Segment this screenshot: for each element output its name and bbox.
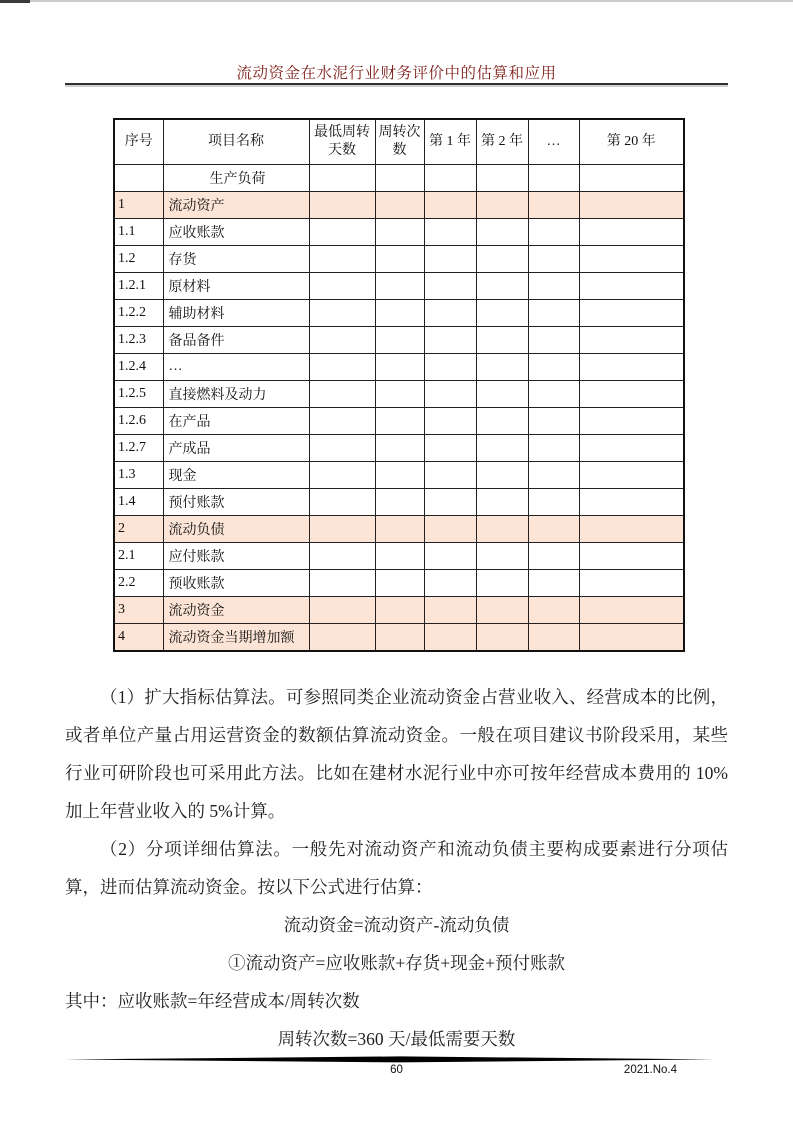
value-cell xyxy=(309,489,375,516)
row-number-cell: 1 xyxy=(114,192,163,219)
value-cell xyxy=(309,435,375,462)
value-cell xyxy=(528,246,579,273)
value-cell xyxy=(424,273,476,300)
row-number-cell: 3 xyxy=(114,597,163,624)
item-name-cell: … xyxy=(163,354,309,381)
value-cell xyxy=(579,597,684,624)
value-cell xyxy=(528,624,579,652)
item-name-cell: 生产负荷 xyxy=(163,165,309,192)
value-cell xyxy=(476,543,528,570)
value-cell xyxy=(476,597,528,624)
row-number-cell: 1.2.6 xyxy=(114,408,163,435)
column-header: 项目名称 xyxy=(163,119,309,165)
value-cell xyxy=(375,516,424,543)
value-cell xyxy=(528,570,579,597)
row-number-cell: 1.2.5 xyxy=(114,381,163,408)
table-row xyxy=(114,354,684,381)
table-row xyxy=(114,570,684,597)
value-cell xyxy=(375,327,424,354)
table-row xyxy=(114,489,684,516)
item-name-cell: 流动资金 xyxy=(163,597,309,624)
page-corner-artifact xyxy=(0,0,30,3)
formula-turnover-times: 周转次数=360 天/最低需要天数 xyxy=(277,1029,516,1049)
value-cell xyxy=(424,300,476,327)
value-cell xyxy=(375,354,424,381)
value-cell xyxy=(579,570,684,597)
value-cell xyxy=(309,408,375,435)
row-number-cell: 1.4 xyxy=(114,489,163,516)
value-cell xyxy=(309,273,375,300)
formula-working-capital: 流动资金=流动资产-流动负债 xyxy=(283,915,510,935)
value-cell xyxy=(528,165,579,192)
item-name-cell: 辅助材料 xyxy=(163,300,309,327)
value-cell xyxy=(375,246,424,273)
table-row xyxy=(114,516,684,543)
item-name-cell: 流动负债 xyxy=(163,516,309,543)
table-body xyxy=(114,165,684,652)
value-cell xyxy=(309,354,375,381)
value-cell xyxy=(528,219,579,246)
row-number-cell: 1.2.3 xyxy=(114,327,163,354)
value-cell xyxy=(424,516,476,543)
formula-accounts-receivable: 其中：应收账款=年经营成本/周转次数 xyxy=(65,991,360,1011)
value-cell xyxy=(579,462,684,489)
value-cell xyxy=(375,462,424,489)
value-cell xyxy=(424,246,476,273)
value-cell xyxy=(476,192,528,219)
footer-rule xyxy=(65,1056,715,1063)
value-cell xyxy=(528,435,579,462)
table-header xyxy=(114,119,684,165)
table-row xyxy=(114,543,684,570)
value-cell xyxy=(309,300,375,327)
value-cell xyxy=(309,516,375,543)
value-cell xyxy=(424,543,476,570)
row-number-cell: 1.3 xyxy=(114,462,163,489)
value-cell xyxy=(309,597,375,624)
value-cell xyxy=(424,408,476,435)
value-cell xyxy=(579,165,684,192)
row-number-cell: 2 xyxy=(114,516,163,543)
value-cell xyxy=(528,408,579,435)
running-head-title: 流动资金在水泥行业财务评价中的估算和应用 xyxy=(236,65,557,82)
issue-number: 2021.No.4 xyxy=(623,1064,677,1076)
value-cell xyxy=(424,624,476,652)
value-cell xyxy=(476,300,528,327)
value-cell xyxy=(579,624,684,652)
value-cell xyxy=(528,489,579,516)
value-cell xyxy=(476,435,528,462)
value-cell xyxy=(309,381,375,408)
value-cell xyxy=(528,192,579,219)
value-cell xyxy=(309,219,375,246)
table-row xyxy=(114,408,684,435)
table-row xyxy=(114,381,684,408)
column-header: 第 20 年 xyxy=(579,119,684,165)
value-cell xyxy=(424,192,476,219)
value-cell xyxy=(424,597,476,624)
column-header: 第 2 年 xyxy=(476,119,528,165)
item-name-cell: 直接燃料及动力 xyxy=(163,381,309,408)
value-cell xyxy=(375,192,424,219)
value-cell xyxy=(309,327,375,354)
table-row xyxy=(114,462,684,489)
item-name-cell: 预付账款 xyxy=(163,489,309,516)
header-rule xyxy=(65,83,728,85)
table-row xyxy=(114,624,684,652)
value-cell xyxy=(579,381,684,408)
value-cell xyxy=(579,327,684,354)
value-cell xyxy=(375,219,424,246)
value-cell xyxy=(579,516,684,543)
row-number-cell: 1.2 xyxy=(114,246,163,273)
value-cell xyxy=(579,300,684,327)
value-cell xyxy=(424,462,476,489)
page-top-edge-artifact xyxy=(0,0,793,2)
column-header: 序号 xyxy=(114,119,163,165)
value-cell xyxy=(476,624,528,652)
paragraph-expanded-index-method: （1）扩大指标估算法。可参照同类企业流动资金占营业收入、经营成本的比例，或者单位产量占用运营资金的数额估算流动资金。一般在项目建议书阶段采用，某些行业可研阶段也可采用此方法。比如在建材水泥行业中亦可按年经营成本费用的 10%加上年营业收入的 5%计算。 xyxy=(65,687,728,821)
item-name-cell: 存货 xyxy=(163,246,309,273)
table-row xyxy=(114,273,684,300)
value-cell xyxy=(309,165,375,192)
value-cell xyxy=(476,354,528,381)
value-cell xyxy=(424,435,476,462)
value-cell xyxy=(579,273,684,300)
table-row xyxy=(114,192,684,219)
row-number-cell: 1.1 xyxy=(114,219,163,246)
value-cell xyxy=(528,327,579,354)
value-cell xyxy=(476,516,528,543)
value-cell xyxy=(424,489,476,516)
table-row xyxy=(114,219,684,246)
item-name-cell: 流动资金当期增加额 xyxy=(163,624,309,652)
value-cell xyxy=(424,570,476,597)
value-cell xyxy=(309,543,375,570)
value-cell xyxy=(579,219,684,246)
item-name-cell: 应付账款 xyxy=(163,543,309,570)
table-row xyxy=(114,597,684,624)
value-cell xyxy=(309,624,375,652)
value-cell xyxy=(579,435,684,462)
value-cell xyxy=(375,435,424,462)
value-cell xyxy=(375,543,424,570)
row-number-cell: 1.2.7 xyxy=(114,435,163,462)
value-cell xyxy=(375,381,424,408)
item-name-cell: 原材料 xyxy=(163,273,309,300)
table-row xyxy=(114,300,684,327)
page-number: 60 xyxy=(390,1064,403,1076)
value-cell xyxy=(375,408,424,435)
value-cell xyxy=(424,381,476,408)
table-row xyxy=(114,327,684,354)
value-cell xyxy=(424,219,476,246)
value-cell xyxy=(579,246,684,273)
value-cell xyxy=(375,624,424,652)
value-cell xyxy=(476,219,528,246)
row-number-cell: 1.2.1 xyxy=(114,273,163,300)
value-cell xyxy=(528,273,579,300)
row-number-cell: 2.1 xyxy=(114,543,163,570)
row-number-cell: 2.2 xyxy=(114,570,163,597)
value-cell xyxy=(476,408,528,435)
value-cell xyxy=(528,300,579,327)
item-name-cell: 产成品 xyxy=(163,435,309,462)
value-cell xyxy=(579,489,684,516)
value-cell xyxy=(528,543,579,570)
value-cell xyxy=(476,246,528,273)
value-cell xyxy=(375,597,424,624)
value-cell xyxy=(424,327,476,354)
value-cell xyxy=(579,354,684,381)
working-capital-estimation-table xyxy=(113,118,685,652)
item-name-cell: 现金 xyxy=(163,462,309,489)
value-cell xyxy=(309,246,375,273)
table-header-row xyxy=(114,119,684,165)
paragraph-itemized-method: （2）分项详细估算法。一般先对流动资产和流动负债主要构成要素进行分项估算，进而估算流动资金。按以下公式进行估算： xyxy=(65,839,728,897)
value-cell xyxy=(528,597,579,624)
item-name-cell: 在产品 xyxy=(163,408,309,435)
value-cell xyxy=(424,165,476,192)
value-cell xyxy=(476,165,528,192)
value-cell xyxy=(476,570,528,597)
row-number-cell xyxy=(114,165,163,192)
item-name-cell: 预收账款 xyxy=(163,570,309,597)
value-cell xyxy=(375,300,424,327)
formula-current-assets: ①流动资产=应收账款+存货+现金+预付账款 xyxy=(228,953,565,973)
item-name-cell: 备品备件 xyxy=(163,327,309,354)
column-header: … xyxy=(528,119,579,165)
value-cell xyxy=(309,192,375,219)
value-cell xyxy=(476,327,528,354)
value-cell xyxy=(375,489,424,516)
value-cell xyxy=(528,516,579,543)
body-text xyxy=(65,678,728,1058)
value-cell xyxy=(375,273,424,300)
value-cell xyxy=(528,462,579,489)
table-row xyxy=(114,435,684,462)
value-cell xyxy=(579,408,684,435)
value-cell xyxy=(579,543,684,570)
column-header: 周转次数 xyxy=(375,119,424,165)
value-cell xyxy=(476,381,528,408)
row-number-cell: 1.2.2 xyxy=(114,300,163,327)
table-row xyxy=(114,165,684,192)
item-name-cell: 应收账款 xyxy=(163,219,309,246)
value-cell xyxy=(528,381,579,408)
value-cell xyxy=(579,192,684,219)
value-cell xyxy=(309,570,375,597)
column-header: 第 1 年 xyxy=(424,119,476,165)
value-cell xyxy=(309,462,375,489)
value-cell xyxy=(424,354,476,381)
value-cell xyxy=(476,273,528,300)
value-cell xyxy=(528,354,579,381)
item-name-cell: 流动资产 xyxy=(163,192,309,219)
value-cell xyxy=(375,165,424,192)
column-header: 最低周转天数 xyxy=(309,119,375,165)
value-cell xyxy=(476,489,528,516)
value-cell xyxy=(476,462,528,489)
row-number-cell: 1.2.4 xyxy=(114,354,163,381)
row-number-cell: 4 xyxy=(114,624,163,652)
working-capital-table-wrap xyxy=(113,118,685,652)
table-row xyxy=(114,246,684,273)
value-cell xyxy=(375,570,424,597)
